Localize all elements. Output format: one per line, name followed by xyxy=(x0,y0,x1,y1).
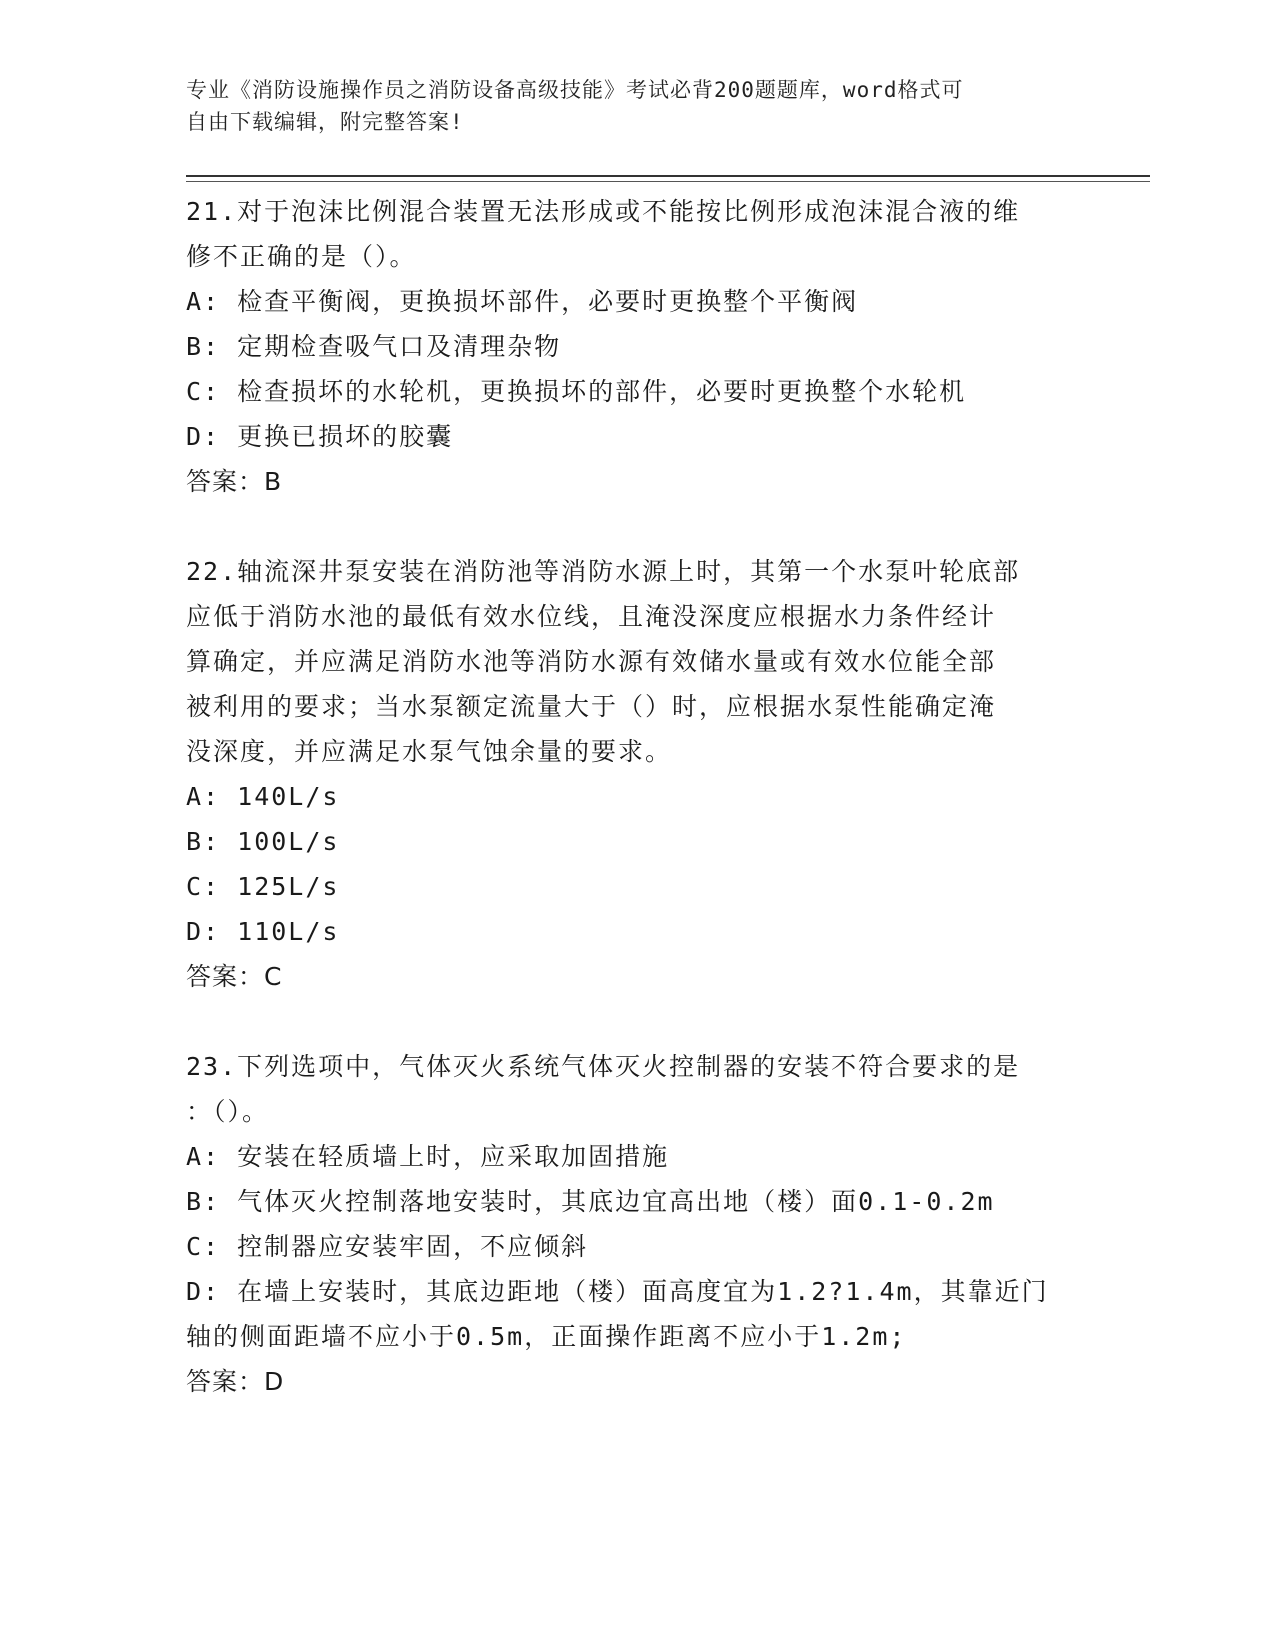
question-spacer xyxy=(186,504,1076,549)
question-stem-line: 修不正确的是（）。 xyxy=(186,242,417,271)
option-a: A: 安装在轻质墙上时，应采取加固措施 xyxy=(186,1142,670,1171)
question-stem-line: 算确定，并应满足消防水池等消防水源有效储水量或有效水位能全部 xyxy=(186,647,997,676)
option-b: B: 100L/s xyxy=(186,827,340,856)
question-stem-line: 应低于消防水池的最低有效水位线，且淹没深度应根据水力条件经计 xyxy=(186,602,997,631)
answer-label: 答案：B xyxy=(186,467,283,496)
header-line-2: 自由下载编辑，附完整答案! xyxy=(186,110,464,134)
header-line-1: 专业《消防设施操作员之消防设备高级技能》考试必背200题题库，word格式可 xyxy=(186,78,964,102)
option-b: B: 定期检查吸气口及清理杂物 xyxy=(186,332,562,361)
question-22 xyxy=(186,549,1076,999)
option-d: D: 110L/s xyxy=(186,917,340,946)
question-stem-line: 没深度，并应满足水泵气蚀余量的要求。 xyxy=(186,737,673,766)
question-stem-line: 22.轴流深井泵安装在消防池等消防水源上时，其第一个水泵叶轮底部 xyxy=(186,557,1021,586)
question-23 xyxy=(186,1044,1076,1404)
question-21 xyxy=(186,189,1076,504)
question-spacer xyxy=(186,999,1076,1044)
option-d: D: 更换已损坏的胶囊 xyxy=(186,422,454,451)
header-divider-thick xyxy=(186,175,1150,177)
question-list xyxy=(186,189,1076,1404)
answer-label: 答案：C xyxy=(186,962,283,991)
option-c: C: 125L/s xyxy=(186,872,340,901)
option-a: A: 140L/s xyxy=(186,782,340,811)
option-d: D: 在墙上安装时，其底边距地（楼）面高度宜为1.2?1.4m，其靠近门 xyxy=(186,1277,1049,1306)
option-a: A: 检查平衡阀，更换损坏部件，必要时更换整个平衡阀 xyxy=(186,287,859,316)
option-c: C: 控制器应安装牢固，不应倾斜 xyxy=(186,1232,589,1261)
answer-label: 答案：D xyxy=(186,1367,285,1396)
question-stem-line: 23.下列选项中，气体灭火系统气体灭火控制器的安装不符合要求的是 xyxy=(186,1052,1021,1081)
document-header xyxy=(186,74,1066,138)
option-d-continuation: 轴的侧面距墙不应小于0.5m，正面操作距离不应小于1.2m; xyxy=(186,1322,907,1351)
question-stem-line: 21.对于泡沫比例混合装置无法形成或不能按比例形成泡沫混合液的维 xyxy=(186,197,1021,226)
option-c: C: 检查损坏的水轮机，更换损坏的部件，必要时更换整个水轮机 xyxy=(186,377,967,406)
question-stem-line: 被利用的要求；当水泵额定流量大于（）时，应根据水泵性能确定淹 xyxy=(186,692,997,721)
question-stem-line: ：（）。 xyxy=(186,1097,270,1126)
option-b: B: 气体灭火控制落地安装时，其底边宜高出地（楼）面0.1-0.2m xyxy=(186,1187,995,1216)
header-divider-thin xyxy=(186,181,1150,182)
